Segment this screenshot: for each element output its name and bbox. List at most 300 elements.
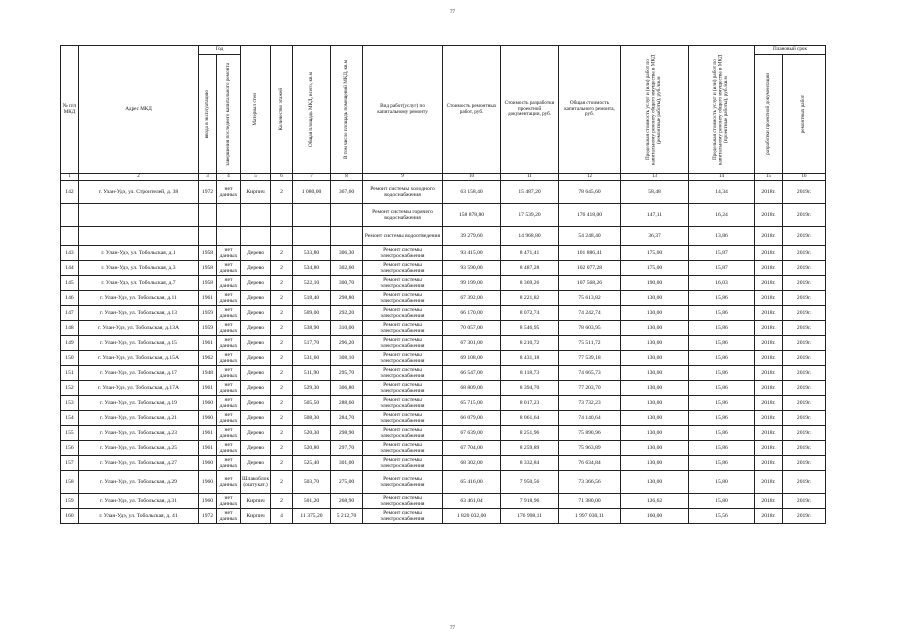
cell-premises-area: 301,00: [331, 456, 363, 471]
cell-design-cost: 8 259,89: [501, 441, 559, 456]
cell-address: г. Улан-Удэ, ул. Тобольская, д.15А: [79, 351, 199, 366]
cell-total-cost: 75 963,89: [559, 441, 621, 456]
cell-work-type: Ремонт системы электроснабжения: [363, 509, 443, 524]
column-number-cell: 13: [621, 174, 689, 181]
cell-floors: 2: [271, 306, 293, 321]
cell-row-number: 157: [61, 456, 79, 471]
cell-plan-design: 2018г.: [755, 411, 783, 426]
cell-wall-material: Дерево: [241, 381, 271, 396]
cell-limit-cost-repair: 130,00: [621, 396, 689, 411]
cell-total-cost: 77 203,70: [559, 381, 621, 396]
cell-limit-cost-repair: 130,00: [621, 381, 689, 396]
cell-row-number: 150: [61, 351, 79, 366]
cell-last-repair: нет данных: [217, 426, 241, 441]
cell-wall-material: Кирпич: [241, 509, 271, 524]
header-total-cost: Общая стоимость капитального ремонта, руб.: [559, 46, 621, 174]
cell-premises-area: 292,20: [331, 306, 363, 321]
cell-last-repair: [217, 227, 241, 246]
cell-last-repair: нет данных: [217, 396, 241, 411]
cell-address: г. Улан-Удэ, ул. Строителей, д. 38: [79, 181, 199, 204]
table-row: [61, 411, 826, 426]
cell-row-number: 147: [61, 306, 79, 321]
table-row: [61, 426, 826, 441]
column-number-cell: 12: [559, 174, 621, 181]
cell-work-type: Ремонт системы электроснабжения: [363, 276, 443, 291]
cell-floors: 2: [271, 336, 293, 351]
cell-limit-cost-repair: 130,00: [621, 306, 689, 321]
cell-total-area: 538,90: [293, 321, 331, 336]
cell-total-area: 503,70: [293, 471, 331, 494]
table-row: [61, 336, 826, 351]
cell-year-built: 1960: [199, 471, 217, 494]
cell-plan-design: 2018г.: [755, 509, 783, 524]
cell-plan-design: 2018г.: [755, 351, 783, 366]
cell-limit-cost-repair: 130,00: [621, 321, 689, 336]
cell-year-built: 1962: [199, 351, 217, 366]
cell-premises-area: 295,70: [331, 366, 363, 381]
header-floors: Количество этажей: [271, 46, 293, 174]
cell-total-area: 505,50: [293, 396, 331, 411]
cell-wall-material: Дерево: [241, 336, 271, 351]
cell-year-built: 1961: [199, 441, 217, 456]
cell-limit-cost-repair: 160,00: [621, 509, 689, 524]
cell-year-built: 1958: [199, 261, 217, 276]
cell-plan-repair: 2019г.: [783, 321, 826, 336]
cell-plan-design: 2018г.: [755, 471, 783, 494]
cell-premises-area: 284,70: [331, 411, 363, 426]
cell-total-area: 1 080,00: [293, 181, 331, 204]
header-limit-cost-design: Предельная стоимость услуг и (или) работ по капитальному ремонту общего имущества в МКД (проектные работы), руб./кв.м: [689, 46, 755, 174]
cell-total-area: 511,90: [293, 366, 331, 381]
cell-year-built: 1960: [199, 456, 217, 471]
cell-limit-cost-repair: 36,37: [621, 227, 689, 246]
cell-floors: 2: [271, 456, 293, 471]
cell-limit-cost-design: 15,80: [689, 494, 755, 509]
table-row: [61, 494, 826, 509]
cell-wall-material: Кирпич: [241, 181, 271, 204]
table-row: [61, 306, 826, 321]
cell-premises-area: 310,00: [331, 321, 363, 336]
cell-floors: 2: [271, 291, 293, 306]
cell-address: г. Улан-Удэ, ул. Тобольская, д.13: [79, 306, 199, 321]
cell-row-number: 158: [61, 471, 79, 494]
header-plan-repair: ремонтных работ: [783, 55, 826, 174]
cell-repair-cost: 68 809,00: [443, 381, 501, 396]
cell-total-cost: 102 077,28: [559, 261, 621, 276]
cell-plan-design: 2018г.: [755, 291, 783, 306]
cell-plan-repair: 2019г.: [783, 246, 826, 261]
cell-floors: [271, 204, 293, 227]
cell-design-cost: 8 251,96: [501, 426, 559, 441]
cell-design-cost: 8 210,72: [501, 336, 559, 351]
column-number-cell: 7: [293, 174, 331, 181]
cell-limit-cost-repair: 126,62: [621, 494, 689, 509]
cell-last-repair: нет данных: [217, 306, 241, 321]
table-row: [61, 396, 826, 411]
cell-total-area: 520,80: [293, 441, 331, 456]
column-number-cell: 9: [363, 174, 443, 181]
cell-total-cost: 54 248,40: [559, 227, 621, 246]
cell-wall-material: Дерево: [241, 426, 271, 441]
header-row-number: № п/п МКД: [61, 46, 79, 174]
cell-year-built: 1959: [199, 306, 217, 321]
header-year-group: Год: [199, 46, 241, 55]
column-number-cell: 3: [199, 174, 217, 181]
cell-row-number: 151: [61, 366, 79, 381]
cell-total-cost: 74 140,64: [559, 411, 621, 426]
column-number-cell: 1: [61, 174, 79, 181]
cell-limit-cost-design: 13,86: [689, 227, 755, 246]
cell-repair-cost: 66 547,00: [443, 366, 501, 381]
cell-premises-area: 306,80: [331, 381, 363, 396]
cell-premises-area: 275,00: [331, 471, 363, 494]
table-row: [61, 204, 826, 227]
column-number-cell: 11: [501, 174, 559, 181]
cell-premises-area: 308,10: [331, 351, 363, 366]
column-number-cell: 8: [331, 174, 363, 181]
cell-limit-cost-repair: 130,00: [621, 291, 689, 306]
cell-limit-cost-design: 15,86: [689, 396, 755, 411]
cell-year-built: [199, 204, 217, 227]
cell-design-cost: 8 221,82: [501, 291, 559, 306]
cell-design-cost: 8 118,73: [501, 366, 559, 381]
cell-plan-repair: 2019г.: [783, 351, 826, 366]
cell-floors: 2: [271, 396, 293, 411]
cell-year-built: 1958: [199, 246, 217, 261]
column-number-cell: 5: [241, 174, 271, 181]
cell-last-repair: нет данных: [217, 441, 241, 456]
cell-premises-area: 297,70: [331, 441, 363, 456]
cell-work-type: Ремонт системы электроснабжения: [363, 291, 443, 306]
cell-design-cost: 8 471,41: [501, 246, 559, 261]
cell-limit-cost-repair: 130,00: [621, 441, 689, 456]
cell-row-number: 145: [61, 276, 79, 291]
cell-plan-repair: 2019г.: [783, 471, 826, 494]
cell-plan-repair: 2019г.: [783, 366, 826, 381]
cell-plan-repair: 2019г.: [783, 509, 826, 524]
cell-floors: 2: [271, 246, 293, 261]
cell-premises-area: 288,60: [331, 396, 363, 411]
cell-limit-cost-design: 15,86: [689, 426, 755, 441]
cell-total-cost: 74 665,73: [559, 366, 621, 381]
cell-total-area: 533,80: [293, 246, 331, 261]
header-total-area: Общая площадь МКД, всего, кв.м: [293, 46, 331, 174]
cell-repair-cost: 93 415,00: [443, 246, 501, 261]
cell-year-built: 1960: [199, 494, 217, 509]
cell-address: [79, 227, 199, 246]
cell-wall-material: Дерево: [241, 321, 271, 336]
cell-limit-cost-repair: 147,11: [621, 204, 689, 227]
cell-plan-design: 2018г.: [755, 227, 783, 246]
cell-repair-cost: 63 461,04: [443, 494, 501, 509]
cell-total-cost: 75 890,96: [559, 426, 621, 441]
cell-limit-cost-design: 15,86: [689, 321, 755, 336]
cell-total-area: 517,70: [293, 336, 331, 351]
cell-limit-cost-design: 15,86: [689, 366, 755, 381]
cell-work-type: Ремонт системы электроснабжения: [363, 336, 443, 351]
cell-wall-material: Кирпич: [241, 494, 271, 509]
table-row: [61, 471, 826, 494]
cell-floors: 2: [271, 381, 293, 396]
cell-floors: 2: [271, 441, 293, 456]
table-row: [61, 441, 826, 456]
cell-year-built: 1961: [199, 381, 217, 396]
cell-limit-cost-repair: 130,00: [621, 411, 689, 426]
cell-floors: 2: [271, 494, 293, 509]
column-number-cell: 15: [755, 174, 783, 181]
cell-design-cost: 7 950,56: [501, 471, 559, 494]
header-plan-group: Плановый срок: [755, 46, 826, 55]
cell-last-repair: [217, 204, 241, 227]
cell-row-number: 153: [61, 396, 79, 411]
cell-design-cost: 176 998,11: [501, 509, 559, 524]
cell-wall-material: Дерево: [241, 396, 271, 411]
cell-plan-repair: 2019г.: [783, 336, 826, 351]
cell-wall-material: Дерево: [241, 441, 271, 456]
cell-row-number: 144: [61, 261, 79, 276]
cell-total-cost: 78 645,60: [559, 181, 621, 204]
cell-floors: 2: [271, 351, 293, 366]
cell-plan-design: 2018г.: [755, 366, 783, 381]
cell-year-built: 1958: [199, 276, 217, 291]
cell-last-repair: нет данных: [217, 246, 241, 261]
cell-total-cost: 101 886,41: [559, 246, 621, 261]
cell-wall-material: Дерево: [241, 306, 271, 321]
cell-last-repair: нет данных: [217, 336, 241, 351]
cell-design-cost: 8 017,23: [501, 396, 559, 411]
cell-repair-cost: 93 590,00: [443, 261, 501, 276]
table-row: [61, 351, 826, 366]
cell-premises-area: 367,60: [331, 181, 363, 204]
cell-limit-cost-design: 15,86: [689, 336, 755, 351]
cell-floors: 2: [271, 181, 293, 204]
cell-plan-repair: 2019г.: [783, 456, 826, 471]
cell-work-type: Ремонт системы электроснабжения: [363, 396, 443, 411]
cell-year-built: 1948: [199, 366, 217, 381]
cell-premises-area: 306,30: [331, 246, 363, 261]
cell-floors: 2: [271, 276, 293, 291]
table-row: [61, 246, 826, 261]
cell-floors: [271, 227, 293, 246]
cell-limit-cost-design: 15,86: [689, 306, 755, 321]
cell-limit-cost-repair: 130,00: [621, 456, 689, 471]
cell-row-number: 143: [61, 246, 79, 261]
cell-wall-material: Шлакоблок (оштукат.): [241, 471, 271, 494]
cell-floors: 2: [271, 261, 293, 276]
cell-limit-cost-repair: 130,00: [621, 366, 689, 381]
cell-design-cost: 8 369,26: [501, 276, 559, 291]
cell-work-type: Ремонт системы электроснабжения: [363, 306, 443, 321]
cell-total-cost: 75 511,72: [559, 336, 621, 351]
cell-floors: 2: [271, 411, 293, 426]
cell-year-built: 1972: [199, 509, 217, 524]
cell-address: г. Улан-Удэ, ул. Тобольская, д.15: [79, 336, 199, 351]
cell-last-repair: нет данных: [217, 494, 241, 509]
cell-last-repair: нет данных: [217, 509, 241, 524]
cell-total-area: [293, 227, 331, 246]
cell-total-cost: 1 997 030,11: [559, 509, 621, 524]
cell-premises-area: 302,60: [331, 261, 363, 276]
cell-row-number: 152: [61, 381, 79, 396]
cell-limit-cost-repair: 130,00: [621, 426, 689, 441]
cell-total-area: 518,40: [293, 291, 331, 306]
cell-limit-cost-repair: 175,00: [621, 261, 689, 276]
cell-wall-material: Дерево: [241, 411, 271, 426]
cell-total-cost: 107 568,26: [559, 276, 621, 291]
cell-premises-area: 296,20: [331, 336, 363, 351]
cell-last-repair: нет данных: [217, 321, 241, 336]
column-number-row: [61, 174, 826, 181]
table-row: [61, 456, 826, 471]
cell-address: г. Улан-Удэ, ул. Тобольская, д.1: [79, 246, 199, 261]
header-repair-cost: Стоимость ремонтных работ, руб.: [443, 46, 501, 174]
table-body: [61, 181, 826, 524]
cell-total-area: 520,30: [293, 426, 331, 441]
cell-work-type: Ремонт системы электроснабжения: [363, 494, 443, 509]
cell-total-area: 529,30: [293, 381, 331, 396]
cell-total-cost: 176 418,00: [559, 204, 621, 227]
cell-address: [79, 204, 199, 227]
cell-address: г. Улан-Удэ, ул. Тобольская, д.23: [79, 426, 199, 441]
cell-repair-cost: 66 170,00: [443, 306, 501, 321]
cell-row-number: 156: [61, 441, 79, 456]
cell-repair-cost: 1 820 032,00: [443, 509, 501, 524]
cell-work-type: Ремонт системы холодного водоснабжения: [363, 181, 443, 204]
cell-design-cost: 15 487,20: [501, 181, 559, 204]
cell-wall-material: Дерево: [241, 261, 271, 276]
cell-plan-design: 2018г.: [755, 204, 783, 227]
cell-row-number: [61, 204, 79, 227]
cell-premises-area: 298,90: [331, 426, 363, 441]
cell-address: г. Улан-Удэ, ул. Тобольская, д.13А: [79, 321, 199, 336]
cell-wall-material: Дерево: [241, 456, 271, 471]
cell-work-type: Ремонт системы электроснабжения: [363, 411, 443, 426]
cell-plan-design: 2018г.: [755, 381, 783, 396]
cell-last-repair: нет данных: [217, 261, 241, 276]
cell-total-cost: 73 366,56: [559, 471, 621, 494]
cell-plan-design: 2018г.: [755, 306, 783, 321]
cell-limit-cost-design: 15,80: [689, 471, 755, 494]
cell-premises-area: 298,80: [331, 291, 363, 306]
cell-plan-repair: 2019г.: [783, 426, 826, 441]
cell-repair-cost: 67 639,00: [443, 426, 501, 441]
cell-plan-design: 2018г.: [755, 456, 783, 471]
repair-register-table: [60, 45, 826, 524]
cell-wall-material: Дерево: [241, 276, 271, 291]
cell-floors: 2: [271, 321, 293, 336]
cell-last-repair: нет данных: [217, 181, 241, 204]
cell-address: г. Улан-Удэ, ул. Тобольская, д.31: [79, 494, 199, 509]
cell-work-type: Ремонт системы электроснабжения: [363, 366, 443, 381]
cell-plan-design: 2018г.: [755, 441, 783, 456]
cell-floors: 2: [271, 366, 293, 381]
cell-design-cost: 8 061,64: [501, 411, 559, 426]
cell-limit-cost-design: 15,87: [689, 261, 755, 276]
cell-limit-cost-design: 16,03: [689, 276, 755, 291]
cell-limit-cost-design: 14,34: [689, 181, 755, 204]
cell-address: г. Улан-Удэ, ул. Тобольская, д.27: [79, 456, 199, 471]
cell-premises-area: [331, 227, 363, 246]
cell-design-cost: 8 332,84: [501, 456, 559, 471]
cell-year-built: [199, 227, 217, 246]
cell-plan-design: 2018г.: [755, 336, 783, 351]
cell-total-cost: 77 539,18: [559, 351, 621, 366]
header-wall-material: Материал стен: [241, 46, 271, 174]
cell-plan-repair: 2019г.: [783, 291, 826, 306]
cell-work-type: Ремонт системы горячего водоснабжения: [363, 204, 443, 227]
cell-row-number: [61, 227, 79, 246]
cell-floors: 4: [271, 509, 293, 524]
header-work-type: Вид работ(услуг) по капитальному ремонту: [363, 46, 443, 174]
cell-work-type: Ремонт системы электроснабжения: [363, 261, 443, 276]
cell-limit-cost-design: 15,86: [689, 381, 755, 396]
cell-work-type: Ремонт системы электроснабжения: [363, 426, 443, 441]
table-row: [61, 181, 826, 204]
cell-work-type: Ремонт системы электроснабжения: [363, 351, 443, 366]
cell-repair-cost: 63 158,40: [443, 181, 501, 204]
cell-limit-cost-repair: 130,00: [621, 351, 689, 366]
column-number-cell: 2: [79, 174, 199, 181]
cell-limit-cost-repair: 175,00: [621, 246, 689, 261]
cell-total-area: 509,00: [293, 306, 331, 321]
cell-limit-cost-design: 15,86: [689, 291, 755, 306]
cell-total-area: 508,30: [293, 411, 331, 426]
cell-address: г. Улан-Удэ, ул. Тобольская, д. 41: [79, 509, 199, 524]
cell-repair-cost: 70 057,00: [443, 321, 501, 336]
cell-total-area: 531,60: [293, 351, 331, 366]
cell-premises-area: [331, 204, 363, 227]
cell-plan-repair: 2019г.: [783, 261, 826, 276]
cell-limit-cost-design: 15,56: [689, 509, 755, 524]
header-year-built: ввода в эксплуатацию: [199, 55, 217, 174]
cell-row-number: 142: [61, 181, 79, 204]
cell-row-number: 149: [61, 336, 79, 351]
table-row: [61, 321, 826, 336]
cell-row-number: 146: [61, 291, 79, 306]
cell-plan-design: 2018г.: [755, 261, 783, 276]
cell-address: г. Улан-Удэ, ул. Тобольская, д.17: [79, 366, 199, 381]
cell-repair-cost: 67 392,00: [443, 291, 501, 306]
cell-total-cost: 78 603,95: [559, 321, 621, 336]
cell-limit-cost-design: 15,86: [689, 456, 755, 471]
cell-total-area: 522,10: [293, 276, 331, 291]
cell-plan-repair: 2019г.: [783, 181, 826, 204]
cell-row-number: 154: [61, 411, 79, 426]
table-row: [61, 381, 826, 396]
table-row: [61, 227, 826, 246]
cell-repair-cost: 69 108,00: [443, 351, 501, 366]
header-limit-cost-repair: Предельная стоимость услуг и (или) работ по капитальному ремонту общего имущества в МКД (ремонтные работы), руб./кв.м: [621, 46, 689, 174]
table-row: [61, 291, 826, 306]
cell-limit-cost-design: 16,24: [689, 204, 755, 227]
cell-plan-repair: 2019г.: [783, 494, 826, 509]
cell-repair-cost: 99 199,00: [443, 276, 501, 291]
column-number-cell: 10: [443, 174, 501, 181]
cell-work-type: Ремонт системы электроснабжения: [363, 321, 443, 336]
cell-year-built: 1960: [199, 396, 217, 411]
cell-plan-design: 2018г.: [755, 181, 783, 204]
cell-premises-area: 5 212,70: [331, 509, 363, 524]
cell-plan-repair: 2019г.: [783, 411, 826, 426]
cell-year-built: 1961: [199, 291, 217, 306]
cell-address: г. Улан-Удэ, ул. Тобольская, д.3: [79, 261, 199, 276]
cell-work-type: Ремонт системы электроснабжения: [363, 246, 443, 261]
cell-address: г. Улан-Удэ, ул. Тобольская, д.11: [79, 291, 199, 306]
cell-repair-cost: 158 878,80: [443, 204, 501, 227]
cell-row-number: 148: [61, 321, 79, 336]
cell-plan-repair: 2019г.: [783, 306, 826, 321]
cell-work-type: Ремонт системы электроснабжения: [363, 471, 443, 494]
